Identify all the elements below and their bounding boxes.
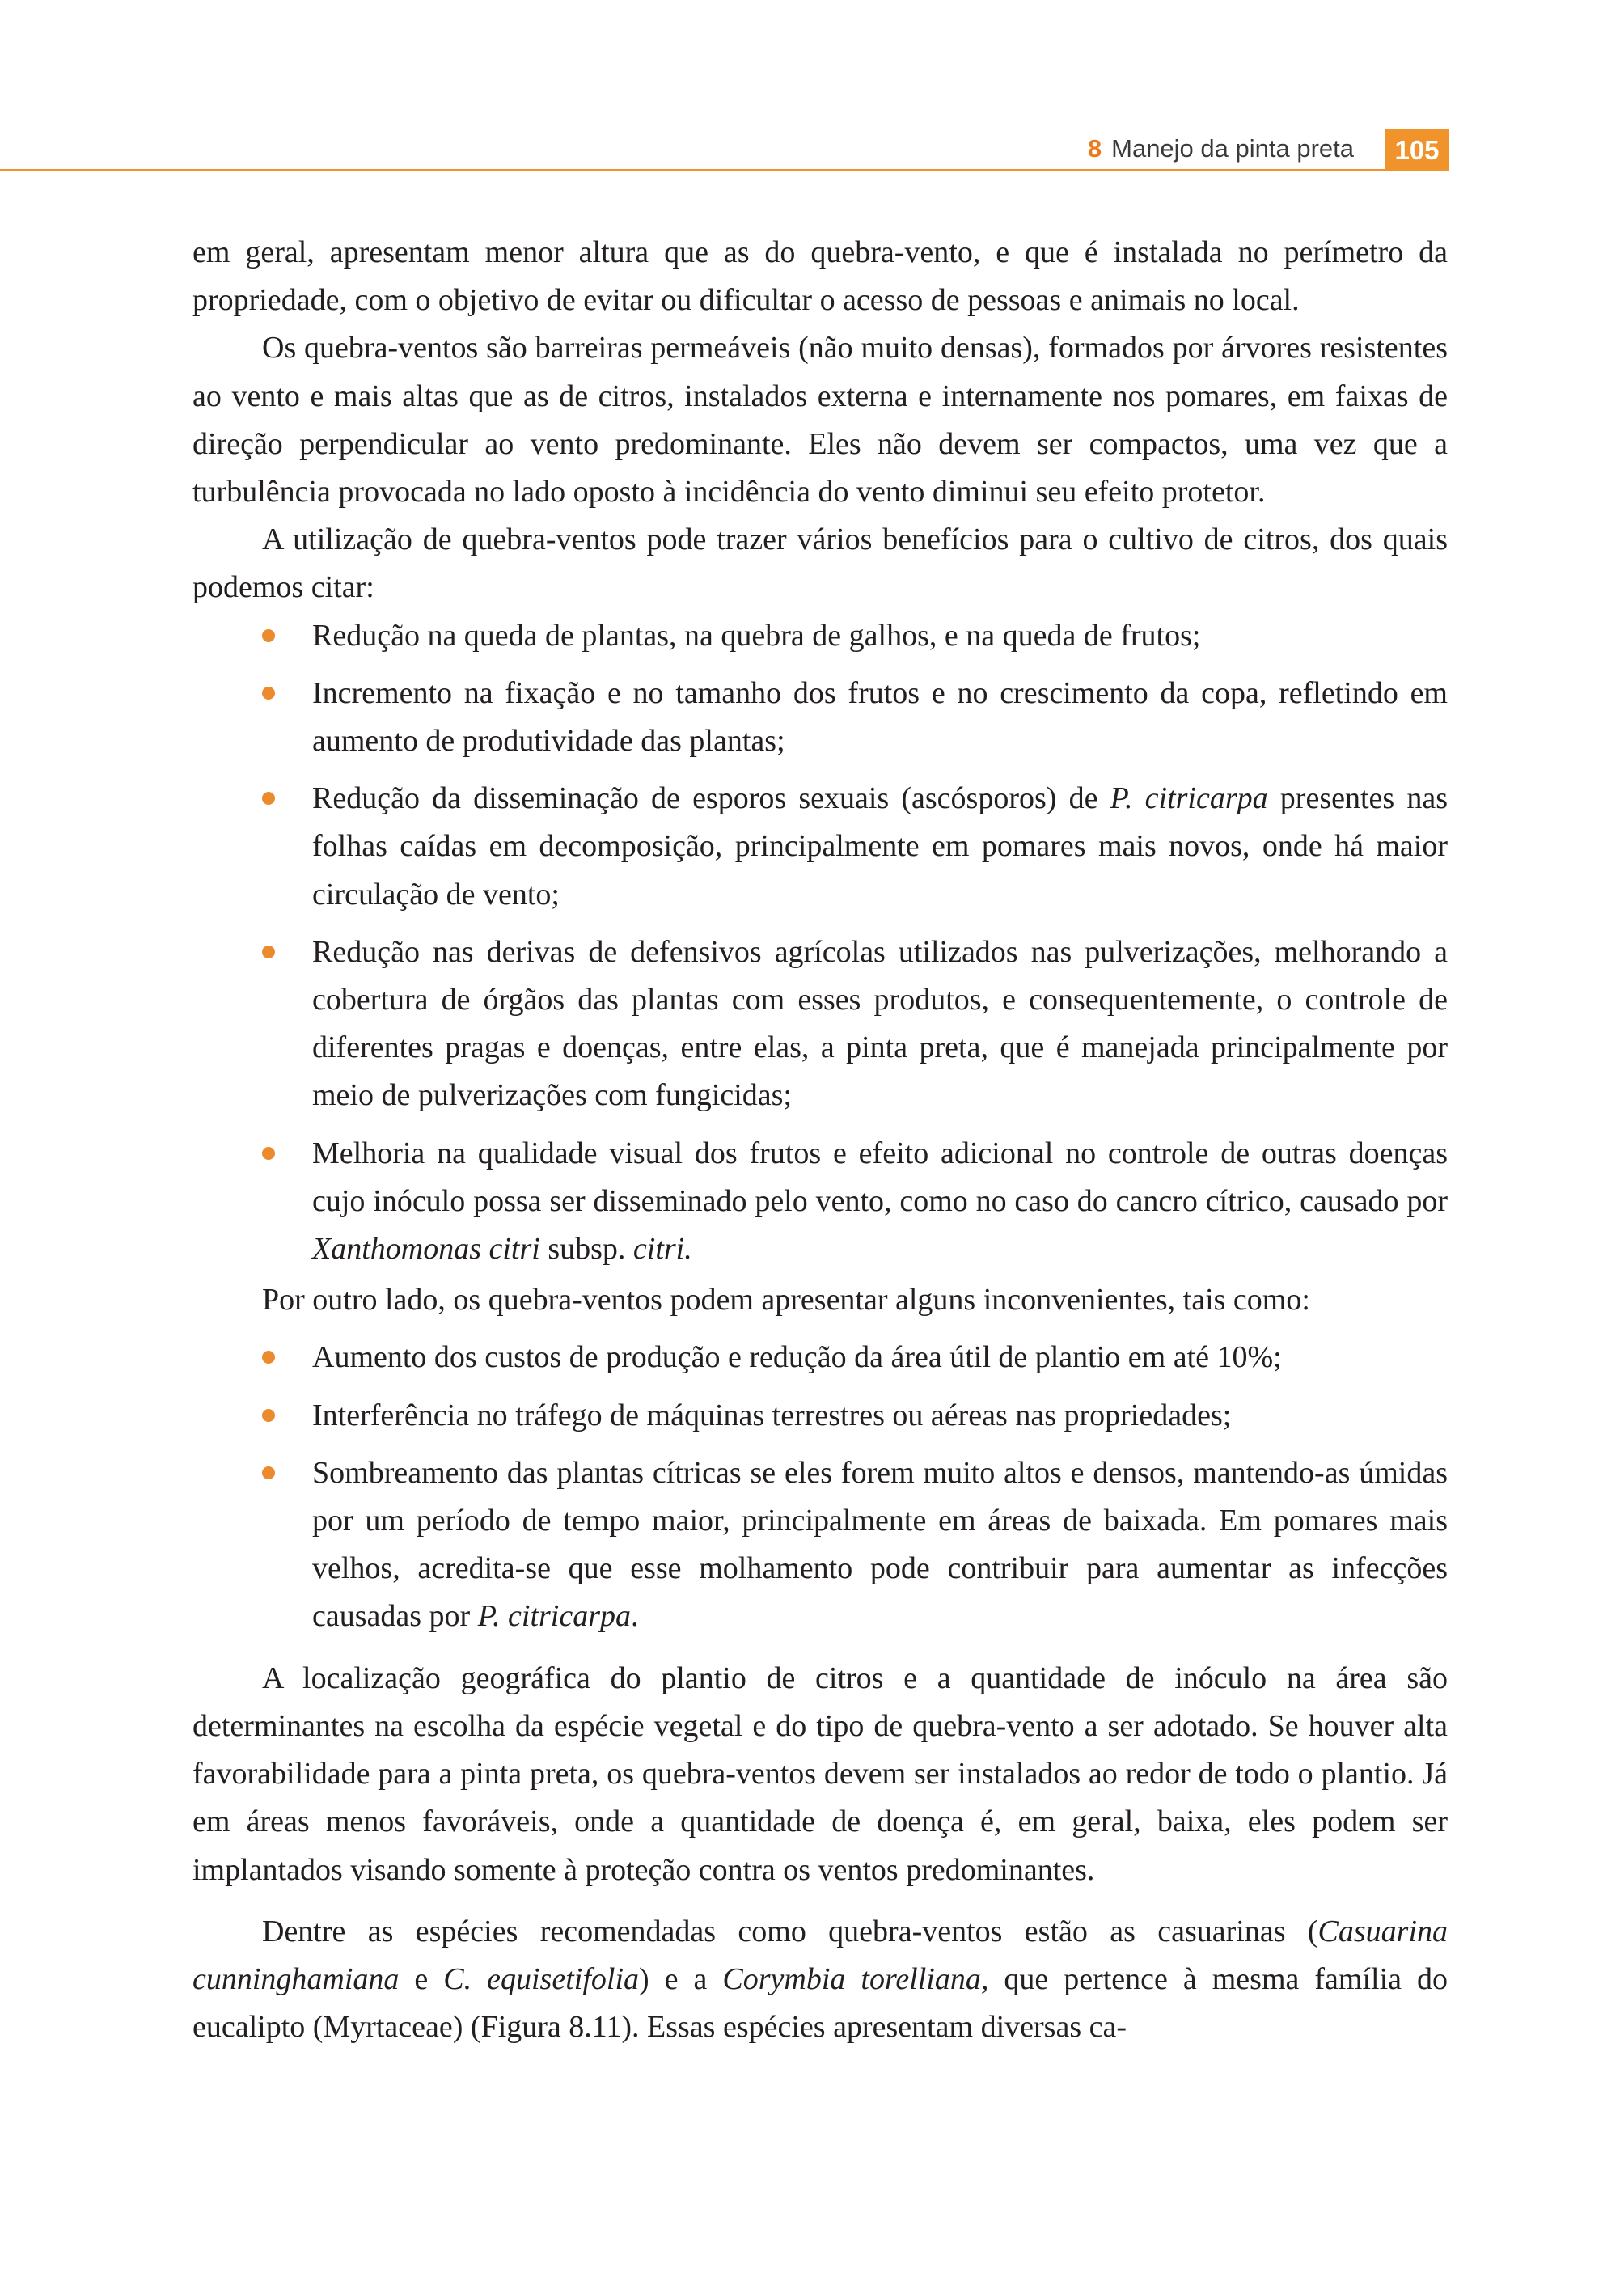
running-head: [1088, 133, 1354, 165]
list-item: Redução nas derivas de defensivos agrícolas utilizados nas pulverizações, melhorando a cobertura de órgãos das plantas com esses produtos, e consequentemente, o controle de diferentes pragas e doenças, entre elas, a pinta preta, que é manejada principalmente por meio de pulverizações com fungicidas;: [192, 929, 1448, 1120]
list-item: Redução da disseminação de esporos sexuais (ascósporos) de P. citricarpa presentes nas folhas caídas em decomposição, principalmente em pomares mais novos, onde há maior circulação de vento;: [192, 775, 1448, 919]
list-item: Sombreamento das plantas cítricas se eles forem muito altos e densos, mantendo-as úmidas por um período de tempo maior, principalmente em áreas de baixada. Em pomares mais velhos, acredita-se que esse molhamento pode contribuir para aumentar as infecções causadas por P. citricarpa.: [192, 1449, 1448, 1641]
bullet-icon: [262, 687, 275, 700]
species-name: Xanthomonas citri: [312, 1232, 540, 1267]
paragraph-quebra-ventos: Os quebra-ventos são barreiras permeáveis (não muito densas), formados por árvores resistentes ao vento e mais altas que as de citros, instalados externa e internamente nos pomares, em faixas de direção perpendicular ao vento predominante. Eles não devem ser compactos, uma vez que a turbulência provocada no lado oposto à incidência do vento diminui seu efeito protetor.: [192, 331, 1448, 510]
bullet-icon: [262, 946, 275, 958]
paragraph-especies: Dentre as espécies recomendadas como quebra-ventos estão as casuarinas (Casuarina cunninghamiana e C. equisetifolia) e a Corymbia torelliana, que pertence à mesma família do eucalipto (Myrtaceae) (Figura 8.11). Essas espécies apresentam diversas ca-: [192, 1914, 1448, 2045]
header-rule: [0, 169, 1449, 171]
body-text: [192, 229, 1448, 2051]
bullet-icon: [262, 1351, 275, 1364]
species-name: P. citricarpa: [477, 1599, 631, 1634]
species-name: Casuarina cunninghamiana: [192, 1914, 1448, 1996]
species-name: citri.: [632, 1232, 692, 1267]
bullet-icon: [262, 629, 275, 642]
list-item: Incremento na fixação e no tamanho dos frutos e no crescimento da copa, refletindo em aumento de produtividade das plantas;: [192, 670, 1448, 765]
paragraph-drawbacks-intro: Por outro lado, os quebra-ventos podem apresentar alguns inconvenientes, tais como:: [262, 1283, 1310, 1318]
paragraph-continuation: em geral, apresentam menor altura que as do quebra-vento, e que é instalada no perímetro da propriedade, com o objetivo de evitar ou dificultar o acesso de pessoas e animais no local.: [192, 235, 1448, 318]
bullet-icon: [262, 1409, 275, 1422]
bullet-icon: [262, 792, 275, 805]
drawbacks-list: [192, 1334, 1448, 1640]
page-number: 105: [1385, 129, 1449, 171]
chapter-number: 8: [1087, 134, 1102, 163]
paragraph-benefits-intro: A utilização de quebra-ventos pode trazer vários benefícios para o cultivo de citros, dos quais podemos citar:: [192, 522, 1448, 605]
paragraph-localizacao: A localização geográfica do plantio de citros e a quantidade de inóculo na área são determinantes na escolha da espécie vegetal e do tipo de quebra-vento a ser adotado. Se houver alta favorabilidade para a pinta preta, os quebra-ventos devem ser instalados ao redor de todo o plantio. Já em áreas menos favoráveis, onde a quantidade de doença é, em geral, baixa, eles podem ser implantados visando somente à proteção contra os ventos predominantes.: [192, 1661, 1448, 1887]
list-item: Redução na queda de plantas, na quebra de galhos, e na queda de frutos;: [192, 612, 1448, 660]
list-item: Interferência no tráfego de máquinas terrestres ou aéreas nas propriedades;: [192, 1392, 1448, 1440]
benefits-list: [192, 612, 1448, 1274]
bullet-icon: [262, 1466, 275, 1479]
species-name: P. citricarpa: [1110, 781, 1268, 816]
list-item: Melhoria na qualidade visual dos frutos e efeito adicional no controle de outras doenças cujo inóculo possa ser disseminado pelo vento, como no caso do cancro cítrico, causado por Xanthomonas citri subsp. citri.: [192, 1130, 1448, 1274]
bullet-icon: [262, 1147, 275, 1160]
list-item: Aumento dos custos de produção e redução da área útil de plantio em até 10%;: [192, 1334, 1448, 1381]
chapter-title: Manejo da pinta preta: [1111, 134, 1354, 163]
species-name: C. equisetifolia: [443, 1961, 640, 1996]
species-name: Corymbia torelliana: [722, 1961, 981, 1996]
